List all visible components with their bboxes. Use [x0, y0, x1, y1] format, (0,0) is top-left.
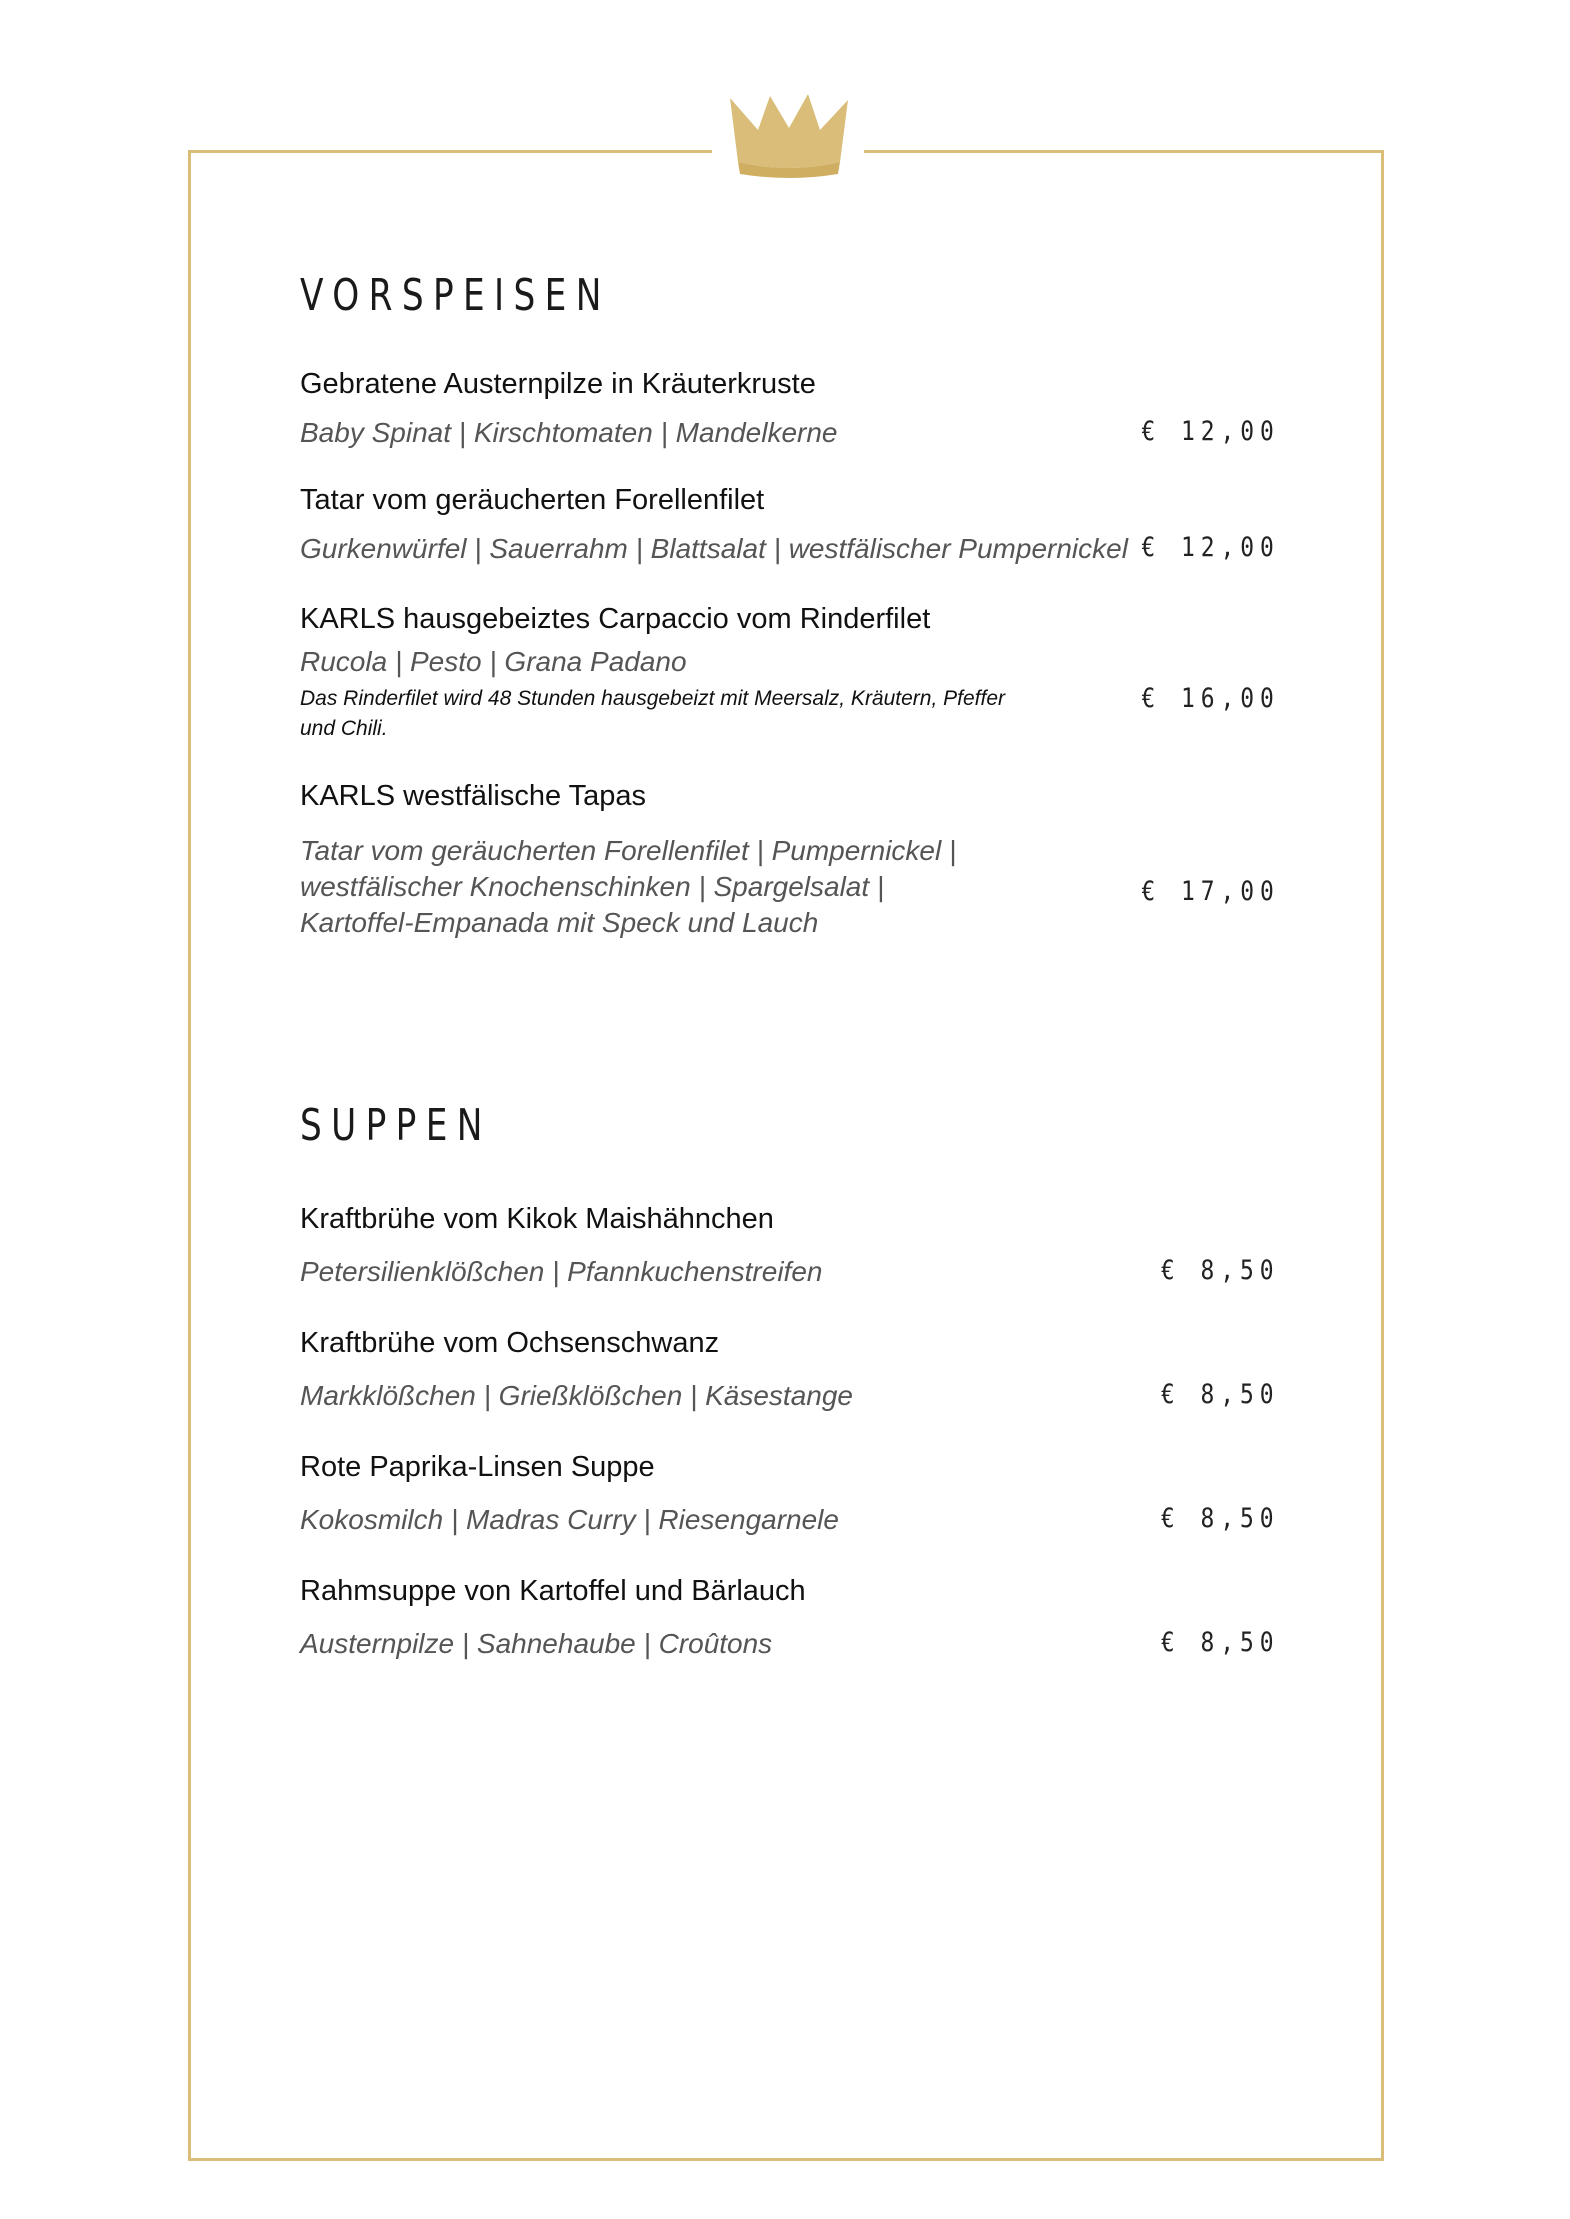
item-description-line: westfälischer Knochenschinken | Spargelsalat |: [300, 871, 885, 902]
item-name: Rote Paprika-Linsen Suppe: [300, 1451, 655, 1483]
menu-item: [300, 603, 1280, 744]
item-name: Gebratene Austernpilze in Kräuterkruste: [300, 368, 816, 400]
item-price: € 8,50: [1161, 1379, 1280, 1410]
item-price: € 8,50: [1161, 1503, 1280, 1534]
item-name: Rahmsuppe von Kartoffel und Bärlauch: [300, 1575, 806, 1607]
item-description: Austernpilze | Sahnehaube | Croûtons: [300, 1628, 773, 1659]
menu-item: [300, 1451, 1280, 1538]
item-price: € 16,00: [1141, 683, 1280, 714]
item-description-line: Kartoffel-Empanada mit Speck und Lauch: [300, 907, 819, 938]
item-description: Petersilienklößchen | Pfannkuchenstreifen: [300, 1256, 823, 1287]
menu-item: [300, 368, 1280, 451]
item-description-line: Tatar vom geräucherten Forellenfilet | Pumpernickel |: [300, 835, 957, 866]
item-description: Baby Spinat | Kirschtomaten | Mandelkerne: [300, 417, 838, 448]
item-price: € 8,50: [1161, 1255, 1280, 1286]
crown-icon: [724, 90, 854, 180]
item-price: € 12,00: [1141, 416, 1280, 447]
menu-item: [300, 1327, 1280, 1414]
menu-item: [300, 780, 1280, 941]
item-description: Markklößchen | Grießklößchen | Käsestange: [300, 1380, 853, 1411]
menu-frame: [188, 150, 1384, 2161]
item-note: Das Rinderfilet wird 48 Stunden hausgebeizt mit Meersalz, Kräutern, Pfeffer und Chili.: [300, 687, 1006, 740]
item-price: € 12,00: [1141, 532, 1280, 563]
item-name: Kraftbrühe vom Kikok Maishähnchen: [300, 1203, 774, 1235]
item-description: Gurkenwürfel | Sauerrahm | Blattsalat | westfälischer Pumpernickel: [300, 533, 1128, 564]
menu-item: [300, 1203, 1280, 1290]
item-price: € 17,00: [1141, 876, 1280, 907]
menu-item: [300, 1575, 1280, 1662]
item-price: € 8,50: [1161, 1627, 1280, 1658]
item-name: Kraftbrühe vom Ochsenschwanz: [300, 1327, 720, 1359]
menu-item: [300, 484, 1280, 567]
section-title-vorspeisen: VORSPEISEN: [300, 270, 611, 321]
section-title-suppen: SUPPEN: [300, 1100, 492, 1151]
item-name: Tatar vom geräucherten Forellenfilet: [300, 484, 765, 516]
item-name: KARLS hausgebeiztes Carpaccio vom Rinderfilet: [300, 603, 931, 635]
item-description: Rucola | Pesto | Grana Padano: [300, 646, 687, 677]
item-description: Kokosmilch | Madras Curry | Riesengarnele: [300, 1504, 839, 1535]
item-name: KARLS westfälische Tapas: [300, 780, 647, 812]
